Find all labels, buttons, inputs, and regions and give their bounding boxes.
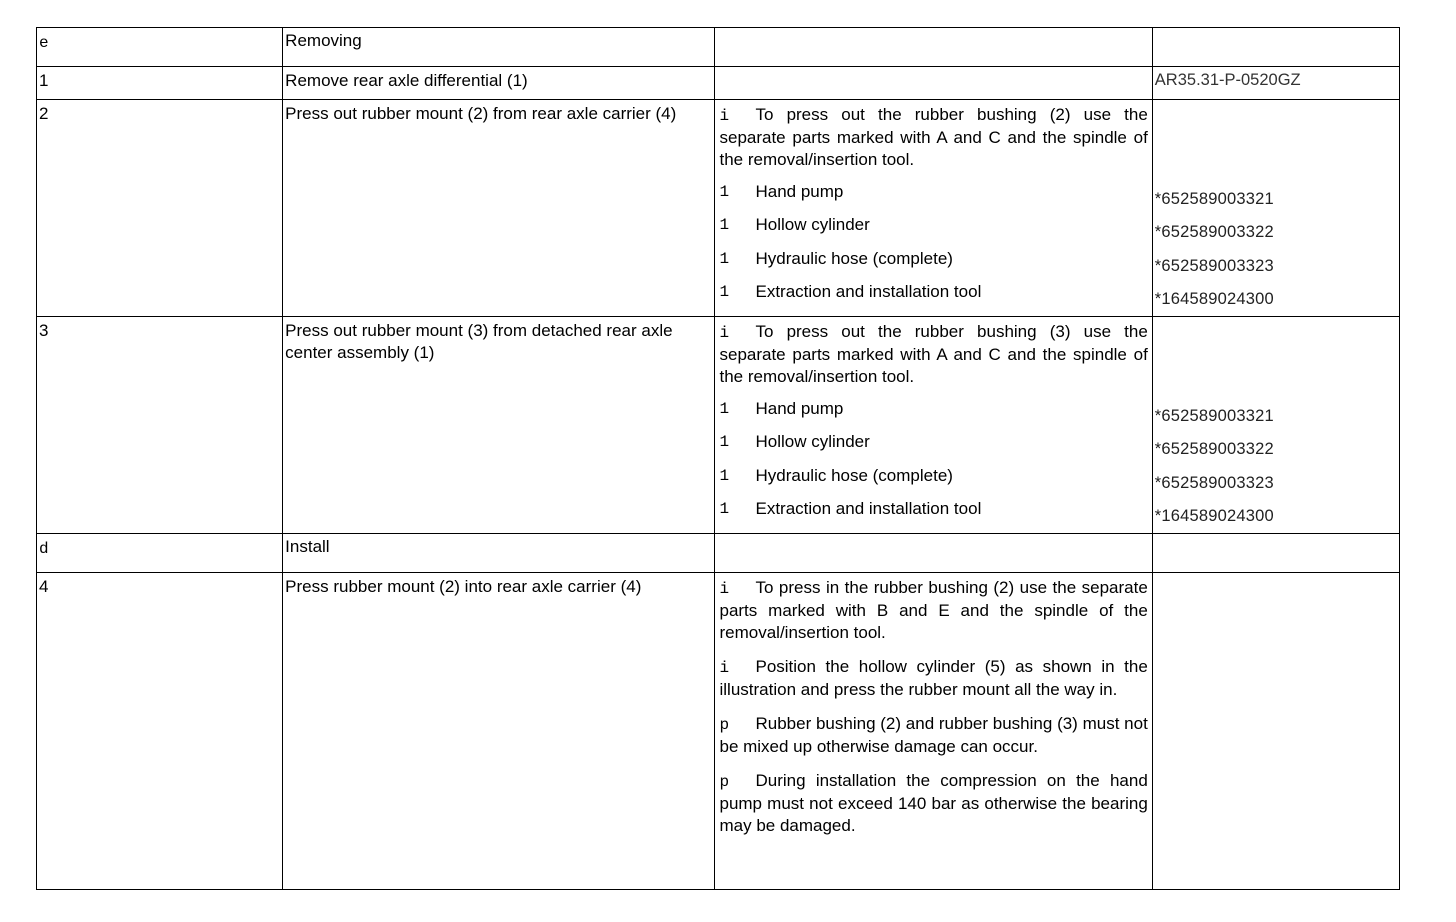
section-heading: Install [285,537,330,556]
step-marker: d [39,540,49,558]
notes-cell [715,317,1152,534]
tool-part-number[interactable]: *164589024300 [1154,507,1274,526]
info-note [715,573,1151,644]
tool-item [715,392,1151,426]
tool-item [715,175,1151,209]
note-text: To press in the rubber bushing (2) use the separate parts marked with B and E and the spindle of the removal/insertion tool. [719,578,1148,642]
info-note [715,317,1151,388]
tool-part-number[interactable]: *652589003321 [1154,406,1274,425]
tool-name: Hydraulic hose (complete) [755,465,953,485]
tool-name: Hollow cylinder [755,215,870,235]
info-note [715,100,1151,171]
caution-note [715,709,1151,758]
section-heading: Removing [285,31,362,50]
action-cell [283,100,715,317]
tool-name: Hand pump [755,181,844,201]
tool-item [715,493,1151,527]
tool-qty: 1 [719,399,730,418]
step-number: 3 [39,321,49,340]
reference-link[interactable]: AR35.31-P-0520GZ [1154,71,1301,89]
tool-qty: 1 [719,283,730,302]
table-row [37,67,1400,100]
step-marker: e [39,34,49,52]
info-icon: i [719,324,730,342]
tool-qty: 1 [719,500,730,519]
caution-icon: p [719,716,730,734]
tool-part-number[interactable]: *164589024300 [1154,290,1274,309]
table-row [37,28,1400,67]
action-text: Press out rubber mount (3) from detached rear axle center assembly (1) [285,321,673,362]
tool-part-number[interactable]: *652589003321 [1154,189,1274,208]
step-cell [37,534,283,573]
tool-item [715,242,1151,276]
step-cell [37,573,283,890]
action-cell [283,534,715,573]
tool-item [715,276,1151,310]
step-number: 1 [39,71,49,90]
note-text: To press out the rubber bushing (3) use the separate parts marked with A and C and the spindle of the removal/insertion tool. [719,322,1148,386]
step-cell [37,28,283,67]
info-icon: i [719,580,730,598]
step-cell [37,100,283,317]
action-cell [283,573,715,890]
table-row [37,100,1400,317]
action-text: Press rubber mount (2) into rear axle carrier (4) [285,577,642,596]
tool-name: Extraction and installation tool [755,499,982,519]
tool-item [715,426,1151,460]
tool-qty: 1 [719,466,730,485]
tool-part-number[interactable]: *652589003323 [1154,473,1274,492]
notes-cell [715,573,1152,890]
notes-cell [715,28,1152,67]
info-icon: i [719,107,730,125]
notes-cell [715,534,1152,573]
procedure-table [36,27,1400,890]
tool-qty: 1 [719,182,730,201]
table-row [37,534,1400,573]
reference-cell [1152,573,1399,890]
reference-cell [1152,67,1399,100]
table-row [37,317,1400,534]
note-text: During installation the compression on the hand pump must not exceed 140 bar as otherwise the bearing may be damaged. [719,771,1148,835]
info-note [715,652,1151,701]
reference-cell [1152,317,1399,534]
tool-part-number[interactable]: *652589003322 [1154,223,1274,242]
tool-name: Hand pump [755,398,844,418]
tool-part-number[interactable]: *652589003322 [1154,440,1274,459]
tool-item [715,459,1151,493]
notes-cell [715,67,1152,100]
reference-cell [1152,100,1399,317]
action-cell [283,28,715,67]
action-cell [283,67,715,100]
action-text: Remove rear axle differential (1) [285,71,528,90]
action-cell [283,317,715,534]
note-text: Rubber bushing (2) and rubber bushing (3) must not be mixed up otherwise damage can occur. [719,714,1148,756]
table-row [37,573,1400,890]
caution-icon: p [719,773,730,791]
reference-cell [1152,534,1399,573]
step-cell [37,67,283,100]
caution-note [715,766,1151,837]
reference-cell [1152,28,1399,67]
tool-qty: 1 [719,433,730,452]
tool-qty: 1 [719,216,730,235]
tool-name: Extraction and installation tool [755,282,982,302]
note-text: To press out the rubber bushing (2) use the separate parts marked with A and C and the spindle of the removal/insertion tool. [719,105,1148,169]
step-cell [37,317,283,534]
note-text: Position the hollow cylinder (5) as shown in the illustration and press the rubber mount all the way in. [719,657,1148,699]
tool-part-number[interactable]: *652589003323 [1154,256,1274,275]
info-icon: i [719,659,730,677]
tool-qty: 1 [719,249,730,268]
step-number: 2 [39,104,49,123]
tool-item [715,209,1151,243]
tool-name: Hollow cylinder [755,432,870,452]
step-number: 4 [39,577,49,596]
action-text: Press out rubber mount (2) from rear axle carrier (4) [285,104,677,123]
notes-cell [715,100,1152,317]
tool-name: Hydraulic hose (complete) [755,248,953,268]
